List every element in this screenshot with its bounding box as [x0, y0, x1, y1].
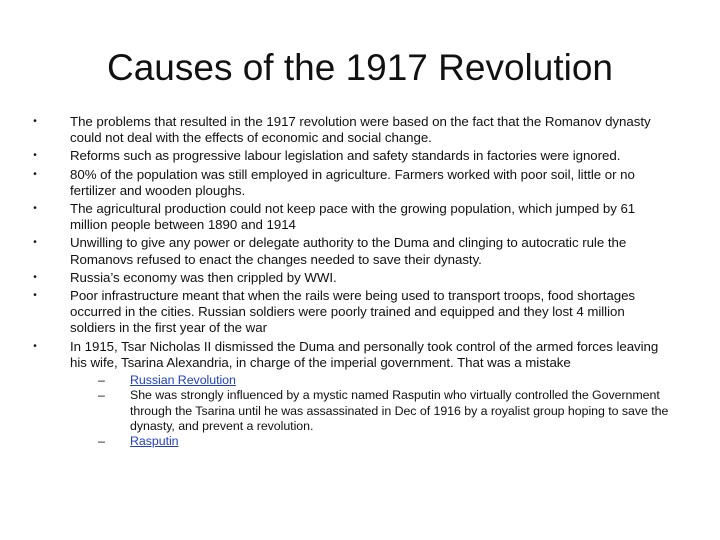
bullet-icon: • [33, 290, 37, 302]
russian-revolution-link[interactable]: Russian Revolution [130, 373, 236, 388]
bullet-icon: • [33, 340, 37, 352]
sub-bullet-list [70, 373, 670, 449]
sub-bullet-item [98, 373, 670, 388]
bullet-text: In 1915, Tsar Nicholas II dismissed the Duma and personally took control of the armed forces leaving his wife, Tsarina Alexandria, in charge of the imperial government. That was a mistake [70, 338, 659, 370]
bullet-item [30, 114, 670, 146]
bullet-text: Russia’s economy was then crippled by WWI. [70, 269, 337, 285]
bullet-icon: • [33, 150, 37, 162]
bullet-item [30, 288, 670, 337]
dash-icon: – [98, 434, 105, 449]
bullet-item [30, 167, 670, 199]
bullet-icon: • [33, 116, 37, 127]
slide-title: Causes of the 1917 Revolution [106, 47, 613, 88]
bullet-item [30, 201, 670, 233]
bullet-item [30, 339, 670, 450]
bullet-text: Poor infrastructure meant that when the rails were being used to transport troops, food shortages occurred in the cities. Russian soldiers were poorly trained and equipped and they lost 4 million soldiers in the first year of the war [70, 288, 636, 336]
bullet-icon: • [33, 203, 37, 215]
sub-bullet-item [98, 388, 670, 434]
dash-icon: – [98, 373, 105, 388]
sub-bullet-item [98, 434, 670, 449]
bullet-item [30, 148, 670, 164]
bullet-text: The agricultural production could not keep pace with the growing population, which jumped by 61 million people between 1890 and 1914 [70, 201, 636, 233]
bullet-item [30, 235, 670, 267]
bullet-list [30, 114, 670, 452]
bullet-item [30, 270, 670, 286]
dash-icon: – [98, 388, 105, 403]
bullet-icon: • [33, 168, 37, 180]
bullet-text: Unwilling to give any power or delegate authority to the Duma and clinging to autocratic rule the Romanovs refused to enact the changes needed to save their dynasty. [70, 235, 627, 267]
bullet-icon: • [33, 237, 37, 249]
bullet-text: 80% of the population was still employed in agriculture. Farmers worked with poor soil, little or no fertilizer and wooden ploughs. [70, 166, 635, 198]
bullet-icon: • [33, 271, 37, 283]
rasputin-link[interactable]: Rasputin [130, 434, 179, 449]
bullet-text: Reforms such as progressive labour legislation and safety standards in factories were ignored. [70, 148, 621, 164]
bullet-text: The problems that resulted in the 1917 revolution were based on the fact that the Romanov dynasty could not deal with the effects of economic and social change. [70, 114, 651, 146]
sub-bullet-text: She was strongly influenced by a mystic named Rasputin who virtually controlled the Government through the Tsarina until he was assassinated in Dec of 1916 by a royalist group hoping to save the dynasty, and prevent a revolution. [130, 388, 669, 433]
